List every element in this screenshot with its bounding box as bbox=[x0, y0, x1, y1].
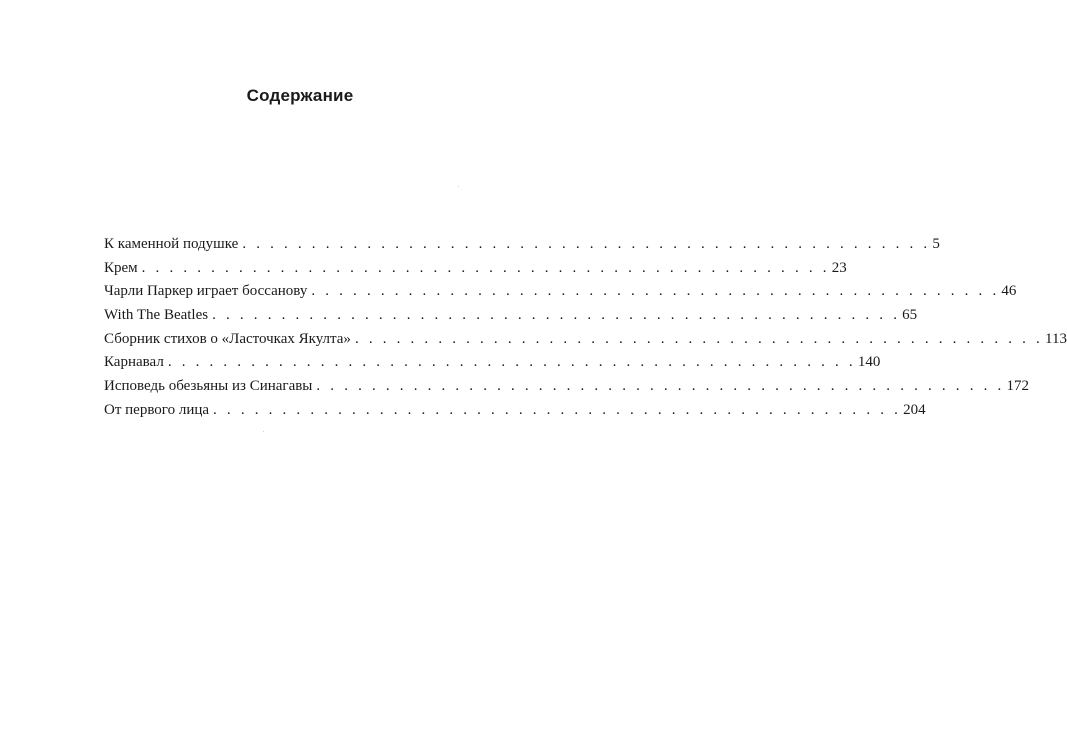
toc-entry bbox=[104, 236, 940, 260]
toc-page-number: 65 bbox=[902, 307, 918, 324]
toc-dot-leader: . . . . . . . . . . . . . . . . . . . . . . . . . . . . . . . . . . . . . . . . . . . . . . . . . . bbox=[141, 259, 830, 276]
paper-speck bbox=[458, 186, 459, 187]
table-of-contents bbox=[104, 236, 1067, 426]
toc-entry-title: От первого лица bbox=[104, 401, 210, 418]
paper-speck bbox=[263, 431, 264, 432]
toc-dot-leader: . . . . . . . . . . . . . . . . . . . . . . . . . . . . . . . . . . . . . . . . . . . . . . . . . . bbox=[311, 283, 1000, 300]
toc-dot-leader: . . . . . . . . . . . . . . . . . . . . . . . . . . . . . . . . . . . . . . . . . . . . . . . . . . bbox=[212, 307, 901, 324]
toc-heading: Содержание bbox=[246, 86, 354, 105]
toc-entry bbox=[104, 330, 1067, 355]
toc-page-number: 204 bbox=[903, 401, 926, 418]
toc-dot-leader: . . . . . . . . . . . . . . . . . . . . . . . . . . . . . . . . . . . . . . . . . . . . . . . . . . bbox=[354, 330, 1043, 347]
toc-page-number: 46 bbox=[1001, 283, 1017, 300]
toc-entry bbox=[104, 259, 847, 284]
toc-page-number: 23 bbox=[831, 259, 847, 276]
toc-entry bbox=[104, 307, 918, 331]
toc-dot-leader: . . . . . . . . . . . . . . . . . . . . . . . . . . . . . . . . . . . . . . . . . . . . . . . . . . bbox=[167, 354, 856, 371]
toc-entry-title: К каменной подушке bbox=[104, 236, 239, 252]
toc-entry-title: Сборник стихов о «Ласточках Якулта» bbox=[104, 330, 351, 347]
toc-page-number: 113 bbox=[1045, 330, 1067, 347]
toc-page-number: 140 bbox=[857, 354, 881, 371]
toc-entry-title: Карнавал bbox=[104, 354, 164, 371]
toc-page-number: 172 bbox=[1006, 378, 1029, 395]
toc-dot-leader: . . . . . . . . . . . . . . . . . . . . . . . . . . . . . . . . . . . . . . . . . . . . . . . . . . bbox=[242, 236, 931, 252]
toc-entry-title: With The Beatles bbox=[104, 307, 209, 324]
toc-entry bbox=[104, 378, 1029, 402]
toc-entry bbox=[104, 354, 881, 378]
toc-entry bbox=[104, 401, 926, 426]
toc-entry-title: Чарли Паркер играет боссанову bbox=[104, 283, 308, 300]
toc-dot-leader: . . . . . . . . . . . . . . . . . . . . . . . . . . . . . . . . . . . . . . . . . . . . . . . . . . bbox=[213, 401, 902, 418]
toc-entry bbox=[104, 283, 1017, 307]
toc-entry-title: Исповедь обезьяны из Синагавы bbox=[104, 378, 313, 395]
toc-dot-leader: . . . . . . . . . . . . . . . . . . . . . . . . . . . . . . . . . . . . . . . . . . . . . . . . . . bbox=[316, 378, 1005, 395]
toc-page-number: 5 bbox=[932, 236, 940, 252]
toc-entry-title: Крем bbox=[104, 259, 138, 276]
